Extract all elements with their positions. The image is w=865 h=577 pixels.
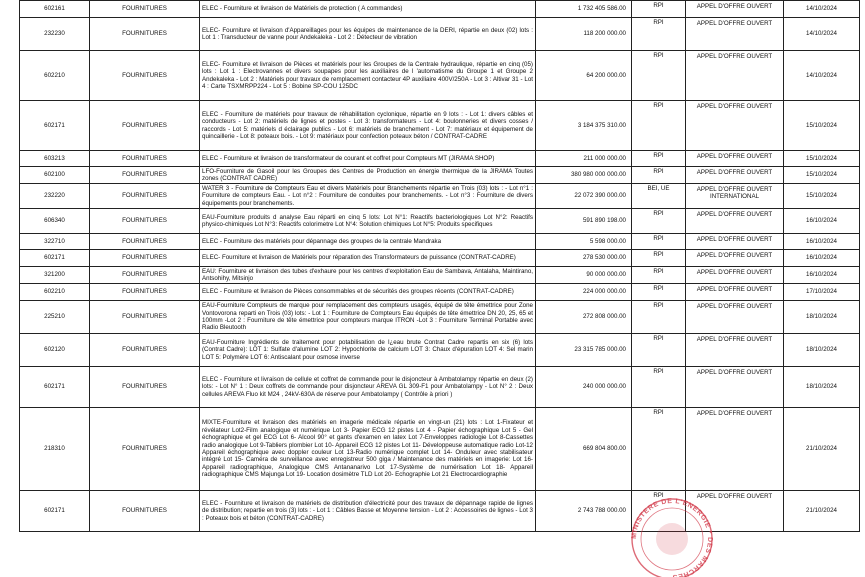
date-cell: 18/10/2024 — [784, 301, 860, 334]
budget-cell: 23 315 785 000.00 — [536, 334, 632, 367]
table-row — [20, 250, 860, 267]
procedure-cell: APPEL D'OFFRE OUVERT — [686, 1, 784, 18]
table-row — [20, 209, 860, 234]
date-cell: 15/10/2024 — [784, 151, 860, 167]
procedure-cell: APPEL D'OFFRE OUVERT — [686, 284, 784, 301]
description-cell: EAU-Fourniture produits d analyse Eau réparti en cinq 5 lots: Lot N°1: Reactifs bacteriologiques Lot N°2: Reactifs physico-chimiques Lot N°3: Reactifs colorimetre Lot N°4: Solution chimiques Lot N°5: Produits specifiques — [200, 209, 536, 234]
date-cell: 15/10/2024 — [784, 167, 860, 184]
procedure-cell: APPEL D'OFFRE OUVERT — [686, 151, 784, 167]
procedure-cell: APPEL D'OFFRE OUVERT INTERNATIONAL — [686, 184, 784, 209]
budget-cell: 272 808 000.00 — [536, 301, 632, 334]
date-cell: 21/10/2024 — [784, 491, 860, 532]
family-cell: FOURNITURES — [90, 367, 200, 408]
procedure-cell: APPEL D'OFFRE OUVERT — [686, 167, 784, 184]
stamp-text: MINISTERE DE L'ENERGIE * DES MARCHES * — [630, 497, 714, 577]
code-cell: 602171 — [20, 250, 90, 267]
family-cell: FOURNITURES — [90, 267, 200, 284]
budget-cell: 591 890 198.00 — [536, 209, 632, 234]
family-cell: FOURNITURES — [90, 101, 200, 151]
description-cell: ELEC- Fourniture et livraison de Pièces et matériels pour les Groupes de la Centrale hydraulique, répartie en cinq (05) lots : Lot 1 : Electrovannes et divers soupapes pour les auxiliaires de l 'automatisme du Groupe 1 et Groupe 2 Andekaleka - Lot 2 : Matériels pour travaux de remplacement contacteur 4P auxiliaire 400V/250A - Lot 3 : Altivar 31 - Lot 4 : Carte TSXMRPP224 - Lot 5 : Bobine SP-COU 125DC — [200, 51, 536, 101]
family-cell: FOURNITURES — [90, 18, 200, 51]
family-cell: FOURNITURES — [90, 408, 200, 491]
budget-cell: 2 743 788 000.00 — [536, 491, 632, 532]
table-row — [20, 51, 860, 101]
description-cell: ELEC - Fourniture et livraison de cellule et coffret de commande pour le disjoncteur à Ambatolampy répartie en deux (2) lots: - Lot N° 1 : Deux coffrets de commande pour disjoncteur AREVA GL 309-F1 pour Ambatolampy - Lot N° 2 : Deux cellules AREVA Fluo kit M24 , 24kV-630A de réserve pour Ambatolampy ( Contrôle à priori ) — [200, 367, 536, 408]
date-cell: 16/10/2024 — [784, 250, 860, 267]
description-cell: ELEC - Fourniture des matériels pour dépannage des groupes de la centrale Mandraka — [200, 234, 536, 250]
code-cell: 602171 — [20, 101, 90, 151]
date-cell: 18/10/2024 — [784, 367, 860, 408]
budget-cell: 90 000 000.00 — [536, 267, 632, 284]
method-cell: RPI — [632, 284, 686, 301]
table-row — [20, 18, 860, 51]
method-cell: RPI — [632, 334, 686, 367]
procedure-cell: APPEL D'OFFRE OUVERT — [686, 250, 784, 267]
procedure-cell: APPEL D'OFFRE OUVERT — [686, 301, 784, 334]
budget-cell: 669 804 800.00 — [536, 408, 632, 491]
date-cell: 16/10/2024 — [784, 267, 860, 284]
description-cell: EAU-Fourniture Compteurs de marque pour remplacement des compteurs usagés, équipé de tête émettrice pour Zone Vontovorona reparti en Trois (03) lots: - Lot 1 : Fourniture de Compteurs Eau équipés de tête émettrice DN 20, 25, 65 et 100mm -Lot 2 : Fourniture de tête émettrice pour compteurs marque ITRON -Lot 3 : Fourniture Terminal Portable avec Radio Bleutooth — [200, 301, 536, 334]
family-cell: FOURNITURES — [90, 334, 200, 367]
code-cell: 602161 — [20, 1, 90, 18]
family-cell: FOURNITURES — [90, 167, 200, 184]
method-cell: RPI — [632, 167, 686, 184]
description-cell: ELEC - Fourniture et livraison de matériels de distribution d'électricité pour des travaux de dépannage rapide de lignes de distribution; repartie en trois (3) lots : - Lot 1 : Câbles Basse et Moyenne tension - Lot 2 : Accessoires de lignes - Lot 3 : Poteaux bois et béton (CONTRAT-CADRE) — [200, 491, 536, 532]
description-cell: ELEC- Fourniture et livraison de Matériels pour réparation des Transformateurs de puissance (CONTRAT-CADRE) — [200, 250, 536, 267]
family-cell: FOURNITURES — [90, 1, 200, 18]
budget-cell: 1 732 405 586.00 — [536, 1, 632, 18]
budget-cell: 5 598 000.00 — [536, 234, 632, 250]
table-row — [20, 334, 860, 367]
family-cell: FOURNITURES — [90, 209, 200, 234]
table-row — [20, 491, 860, 532]
procedure-cell: APPEL D'OFFRE OUVERT — [686, 209, 784, 234]
date-cell: 18/10/2024 — [784, 334, 860, 367]
procedure-cell: APPEL D'OFFRE OUVERT — [686, 491, 784, 532]
procedure-cell: APPEL D'OFFRE OUVERT — [686, 367, 784, 408]
method-cell: RPI — [632, 367, 686, 408]
code-cell: 218310 — [20, 408, 90, 491]
budget-cell: 240 000 000.00 — [536, 367, 632, 408]
budget-cell: 224 000 000.00 — [536, 284, 632, 301]
code-cell: 602171 — [20, 367, 90, 408]
code-cell: 602210 — [20, 284, 90, 301]
description-cell: ELEC - Fourniture de matériels pour travaux de réhabilitation cyclonique, répartie en 9 lots : - Lot 1: divers câbles et conducteurs - Lot 2: matériels de lignes et postes - Lot 3: transformateurs - Lot 4: boulonneries et divers cosses / raccords - Lot 5: matériels d éclairage publics - Lot 6: matériels de branchement - Lot 7: matériaux et équipement de quincaillerie - Lot 8: poteaux bois. - Lot 9: matériaux pour confection poteaux béton / CONTRAT-CADRE — [200, 101, 536, 151]
procedure-cell: APPEL D'OFFRE OUVERT — [686, 51, 784, 101]
family-cell: FOURNITURES — [90, 151, 200, 167]
code-cell: 225210 — [20, 301, 90, 334]
family-cell: FOURNITURES — [90, 491, 200, 532]
description-cell: LFO-Fourniture de Gasoil pour les Groupes des Centres de Production en énergie thermique de la JIRAMA Toutes zones (CONTRAT CADRE) — [200, 167, 536, 184]
table-row — [20, 184, 860, 209]
description-cell: ELEC- Fourniture et livraison d'Appareillages pour les équipes de maintenance de la DERI, répartie en deux (02) lots : Lot 1 : Transducteur de vanne pour Andekaleka - Lot 2 : Détecteur de vibration — [200, 18, 536, 51]
table-row — [20, 408, 860, 491]
description-cell: ELEC - Fourniture et livraison de transformateur de courant et coffret pour Compteurs MT (JIRAMA SHOP) — [200, 151, 536, 167]
family-cell: FOURNITURES — [90, 284, 200, 301]
method-cell: BEI, UE — [632, 184, 686, 209]
table-row — [20, 284, 860, 301]
method-cell: RPI — [632, 18, 686, 51]
date-cell: 21/10/2024 — [784, 408, 860, 491]
table-row — [20, 301, 860, 334]
table-row — [20, 167, 860, 184]
description-cell: EAU-Fourniture Ingrédients de traitement pour potabilisation de l¿eau brute Contrat Cadre repartis en six (6) lots (Contrat Cadre): LOT 1: Sulfate d'alumine LOT 2: Hypochlorite de calcium LOT 3: Chaux d'épuration LOT 4: Sel marin LOT 5: Polymère LOT 6: Antiscalant pour osmose inverse — [200, 334, 536, 367]
date-cell: 15/10/2024 — [784, 184, 860, 209]
procedure-cell: APPEL D'OFFRE OUVERT — [686, 18, 784, 51]
code-cell: 602100 — [20, 167, 90, 184]
code-cell: 321200 — [20, 267, 90, 284]
budget-cell: 22 072 390 000.00 — [536, 184, 632, 209]
budget-cell: 211 000 000.00 — [536, 151, 632, 167]
procedure-cell: APPEL D'OFFRE OUVERT — [686, 101, 784, 151]
method-cell: RPI — [632, 250, 686, 267]
procedure-cell: APPEL D'OFFRE OUVERT — [686, 408, 784, 491]
budget-cell: 118 200 000.00 — [536, 18, 632, 51]
budget-cell: 278 530 000.00 — [536, 250, 632, 267]
budget-cell: 64 200 000.00 — [536, 51, 632, 101]
code-cell: 232220 — [20, 184, 90, 209]
description-cell: MIXTE-Fourniture et livraison des matériels en imagerie médicale répartie en vingt-un (21) lots : Lot 1-Fixateur et révélateur Lot2-Film analogique et numérique Lot 3- Papier ECG 12 pistes Lot 4 - Papier échographique Lot 5 - Gel échographique et gel ECG Lot 6- Alcool 90° et gants d'examen en latex Lot 7-Enveloppes radiologie Lot 8-Cassettes radio analogique Lot 9-Tabliers plombier Lot 10- Appareil ECG 12 pistes Lot 11- Développeuse automatique radio Lot-12 Appareil échographique avec doppler couleur Lot 13-Radio numérique complet Lot 14- Onduleur avec stabilisateur intégré Lot 15- Caméra de surveillance avec enregistreur 500 giga / Maintenance des matériels en imagerie: Lot 16- Appareil radiographique, Analogique CMS Antananarivo Lot 17-Système de numérisation Lot 18- Appareil radiographique CMS Majunga Lot 19- Location dosimètre TLD Lot 20- Echographie Lot 21 Electrocardiographie — [200, 408, 536, 491]
description-cell: EAU: Fourniture et livraison des tubes d'exhaure pour les centres d'exploitation Eau de Sambava, Antalaha, Maintirano, Antsohihy, Mitsinjo — [200, 267, 536, 284]
description-cell: ELEC - Fourniture et livraison de Matériels de protection ( A commandes) — [200, 1, 536, 18]
code-cell: 322710 — [20, 234, 90, 250]
family-cell: FOURNITURES — [90, 51, 200, 101]
method-cell: RPI — [632, 1, 686, 18]
date-cell: 14/10/2024 — [784, 51, 860, 101]
date-cell: 14/10/2024 — [784, 1, 860, 18]
code-cell: 606340 — [20, 209, 90, 234]
table-row — [20, 101, 860, 151]
table-row — [20, 367, 860, 408]
procedure-cell: APPEL D'OFFRE OUVERT — [686, 234, 784, 250]
method-cell: RPI — [632, 209, 686, 234]
description-cell: ELEC - Fourniture et livraison de Pièces consommables et de sécurités des groupes récents (CONTRAT-CADRE) — [200, 284, 536, 301]
date-cell: 17/10/2024 — [784, 284, 860, 301]
method-cell: RPI — [632, 408, 686, 491]
code-cell: 602120 — [20, 334, 90, 367]
code-cell: 232230 — [20, 18, 90, 51]
family-cell: FOURNITURES — [90, 234, 200, 250]
code-cell: 603213 — [20, 151, 90, 167]
family-cell: FOURNITURES — [90, 250, 200, 267]
procurement-table-body — [20, 1, 860, 532]
date-cell: 16/10/2024 — [784, 234, 860, 250]
method-cell: RPI — [632, 491, 686, 532]
procedure-cell: APPEL D'OFFRE OUVERT — [686, 334, 784, 367]
method-cell: RPI — [632, 51, 686, 101]
method-cell: RPI — [632, 101, 686, 151]
table-row — [20, 151, 860, 167]
table-row — [20, 1, 860, 18]
method-cell: RPI — [632, 234, 686, 250]
code-cell: 602171 — [20, 491, 90, 532]
description-cell: WATER 3 - Fourniture de Compteurs Eau et divers Matériels pour Branchements répartie en Trois (03) lots : - Lot n°1 : Fourniture de compteurs Eau. - Lot n°2 : Fourniture de conduites pour branchements. - Lot n°3 : Fourniture de divers équipements pour branchements. — [200, 184, 536, 209]
budget-cell: 3 184 375 310.00 — [536, 101, 632, 151]
date-cell: 14/10/2024 — [784, 18, 860, 51]
table-row — [20, 267, 860, 284]
budget-cell: 380 980 000 000.00 — [536, 167, 632, 184]
code-cell: 602210 — [20, 51, 90, 101]
method-cell: RPI — [632, 267, 686, 284]
procurement-table — [19, 0, 860, 532]
procedure-cell: APPEL D'OFFRE OUVERT — [686, 267, 784, 284]
method-cell: RPI — [632, 151, 686, 167]
family-cell: FOURNITURES — [90, 184, 200, 209]
method-cell: RPI — [632, 301, 686, 334]
family-cell: FOURNITURES — [90, 301, 200, 334]
table-row — [20, 234, 860, 250]
date-cell: 15/10/2024 — [784, 101, 860, 151]
date-cell: 16/10/2024 — [784, 209, 860, 234]
